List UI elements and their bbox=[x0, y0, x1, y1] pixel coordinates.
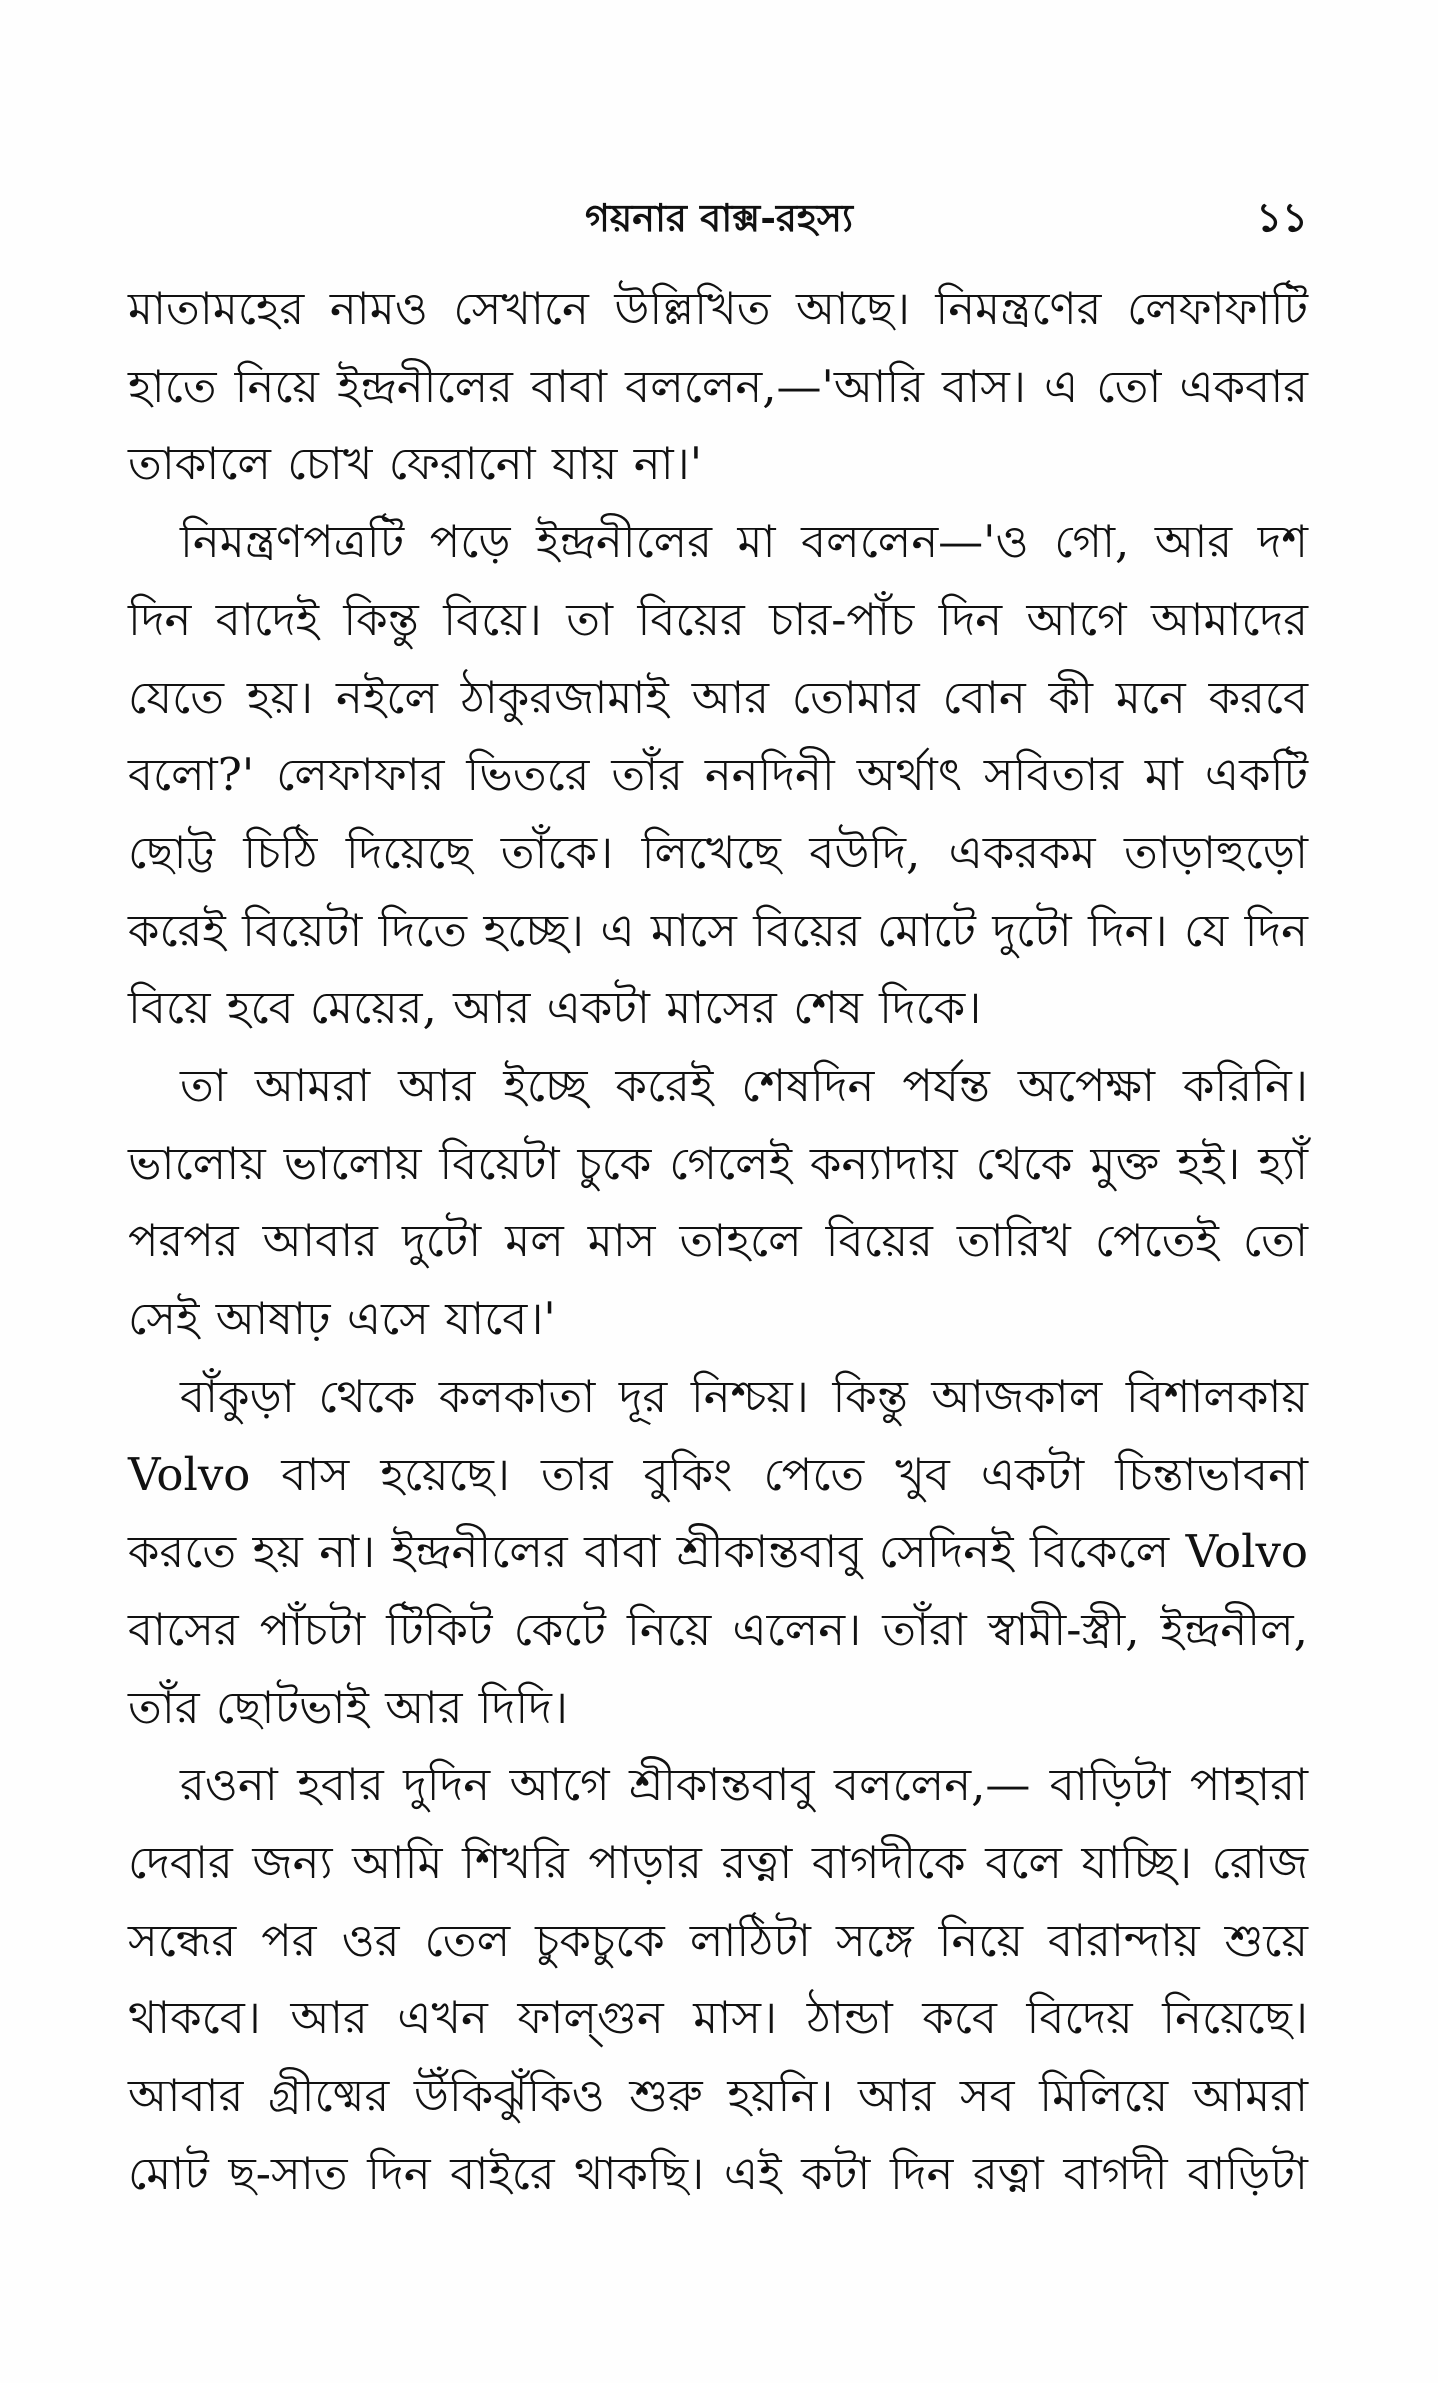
paragraph-4: বাঁকুড়া থেকে কলকাতা দূর নিশ্চয়। কিন্তু আজকাল বিশালকায় Volvo বাস হয়েছে। তার বুকিং পেতে খুব একটা চিন্তাভাবনা করতে হয় না। ইন্দ্রনীলের বাবা শ্রীকান্তবাবু সেদিনই বিকেলে Volvo বাসের পাঁচটা টিকিট কেটে নিয়ে এলেন। তাঁরা স্বামী-স্ত্রী, ইন্দ্রনীল, তাঁর ছোটভাই আর দিদি। bbox=[128, 1369, 1308, 1734]
running-header bbox=[0, 188, 1438, 248]
paragraph-5: রওনা হবার দুদিন আগে শ্রীকান্তবাবু বললেন,— বাড়িটা পাহারা দেবার জন্য আমি শিখরি পাড়ার রত্না বাগদীকে বলে যাচ্ছি। রোজ সন্ধের পর ওর তেল চুকচুকে লাঠিটা সঙ্গে নিয়ে বারান্দায় শুয়ে থাকবে। আর এখন ফাল্গুন মাস। ঠান্ডা কবে বিদেয় নিয়েছে। আবার গ্রীষ্মের উঁকিঝুঁকিও শুরু হয়নি। আর সব মিলিয়ে আমরা মোট ছ-সাত দিন বাইরে থাকছি। এই কটা দিন রত্না বাগদী বাড়িটা bbox=[128, 1758, 1308, 2200]
body-text bbox=[128, 270, 1308, 2213]
paragraph-3: তা আমরা আর ইচ্ছে করেই শেষদিন পর্যন্ত অপেক্ষা করিনি। ভালোয় ভালোয় বিয়েটা চুকে গেলেই কন্যাদায় থেকে মুক্ত হই। হ্যাঁ পরপর আবার দুটো মল মাস তাহলে বিয়ের তারিখ পেতেই তো সেই আষাঢ় এসে যাবে।' bbox=[128, 1059, 1308, 1346]
paragraph-1: মাতামহের নামও সেখানে উল্লিখিত আছে। নিমন্ত্রণের লেফাফাটি হাতে নিয়ে ইন্দ্রনীলের বাবা বললেন,—'আরি বাস। এ তো একবার তাকালে চোখ ফেরানো যায় না।' bbox=[128, 282, 1308, 491]
paragraph-2: নিমন্ত্রণপত্রটি পড়ে ইন্দ্রনীলের মা বললেন—'ও গো, আর দশ দিন বাদেই কিন্তু বিয়ে। তা বিয়ের চার-পাঁচ দিন আগে আমাদের যেতে হয়। নইলে ঠাকুরজামাই আর তোমার বোন কী মনে করবে বলো?' লেফাফার ভিতরে তাঁর ননদিনী অর্থাৎ সবিতার মা একটি ছোট্ট চিঠি দিয়েছে তাঁকে। লিখেছে বউদি, একরকম তাড়াহুড়ো করেই বিয়েটা দিতে হচ্ছে। এ মাসে বিয়ের মোটে দুটো দিন। যে দিন বিয়ে হবে মেয়ের, আর একটা মাসের শেষ দিকে। bbox=[128, 515, 1308, 1035]
page-number: ১১ bbox=[1256, 194, 1308, 241]
running-title: গয়নার বাক্স-রহস্য bbox=[585, 195, 853, 240]
